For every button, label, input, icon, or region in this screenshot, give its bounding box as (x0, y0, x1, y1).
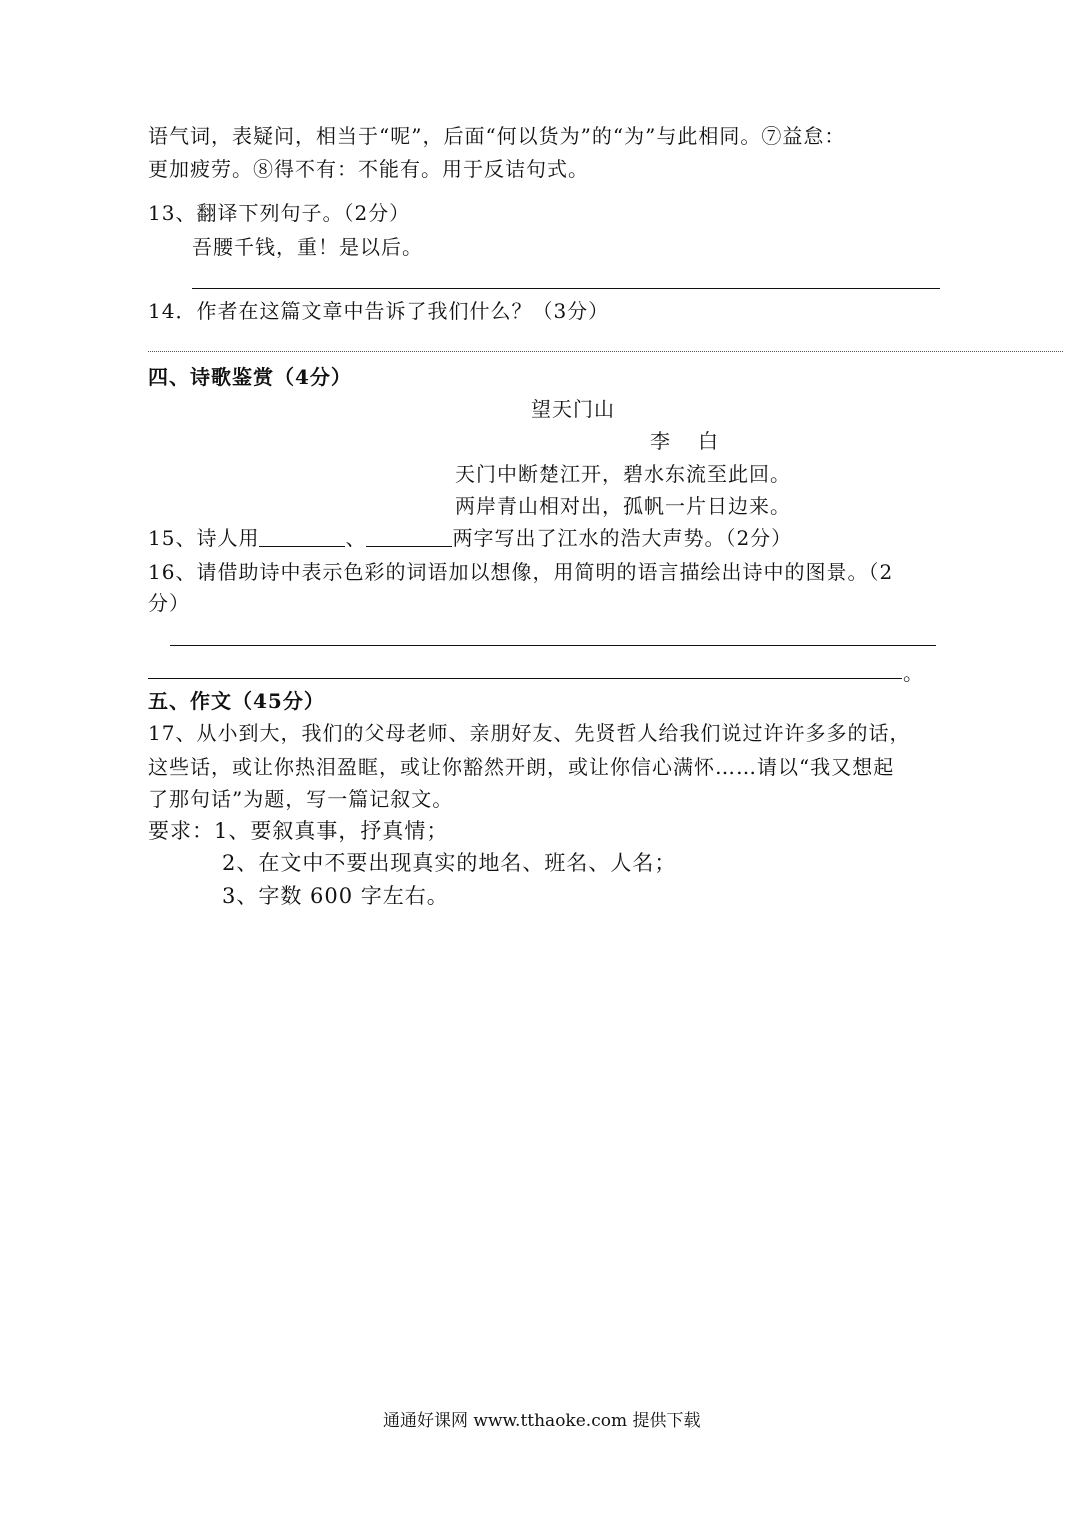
poem-line-1: 天门中断楚江开，碧水东流至此回。 (455, 462, 791, 486)
requirement-2: 2、在文中不要出现真实的地名、班名、人名； (222, 851, 677, 875)
section-5-heading: 五、作文（45分） (148, 689, 325, 713)
blank-15-a (259, 526, 345, 547)
section-divider (148, 351, 1063, 352)
answer-end-mark: 。 (903, 661, 924, 685)
question-16-line-2: 分） (148, 591, 190, 615)
blank-15-b (366, 526, 452, 547)
poem-title: 望天门山 (531, 397, 615, 421)
requirement-1: 要求：1、要叙真事，抒真情； (148, 819, 449, 843)
question-14: 14．作者在这篇文章中告诉了我们什么？（3分） (148, 299, 610, 323)
section-4-heading: 四、诗歌鉴赏（4分） (148, 365, 352, 389)
answer-line-16-a (170, 645, 936, 646)
question-13-sentence: 吾腰千钱，重！是以后。 (192, 235, 423, 259)
answer-line-13 (192, 288, 940, 289)
answer-line-16-b (148, 678, 902, 679)
question-13: 13、翻译下列句子。（2分） (148, 201, 411, 225)
annotation-line-2: 更加疲劳。⑧得不有：不能有。用于反诘句式。 (148, 157, 589, 181)
poem-line-2: 两岸青山相对出，孤帆一片日边来。 (455, 494, 791, 518)
annotation-line-1: 语气词，表疑问，相当于“呢”，后面“何以货为”的“为”与此相同。⑦益怠： (148, 124, 846, 148)
question-15-suffix: 两字写出了江水的浩大声势。（2分） (452, 526, 793, 550)
question-16-line-1: 16、请借助诗中表示色彩的词语加以想像，用简明的语言描绘出诗中的图景。（2 (148, 560, 894, 584)
page-footer: 通通好课网 www.tthaoke.com 提供下载 (383, 1411, 701, 1431)
requirement-3: 3、字数 600 字左右。 (222, 884, 449, 908)
question-15-separator: 、 (345, 526, 367, 550)
question-15-prefix: 15、诗人用 (148, 526, 260, 550)
question-17-line-3: 了那句话”为题，写一篇记叙文。 (148, 787, 454, 811)
question-17-line-2: 这些话，或让你热泪盈眶，或让你豁然开朗，或让你信心满怀……请以“我又想起 (148, 755, 895, 779)
question-15 (148, 525, 792, 551)
question-17-line-1: 17、从小到大，我们的父母老师、亲朋好友、先贤哲人给我们说过许许多多的话， (148, 721, 911, 745)
poem-author: 李 白 (650, 429, 722, 453)
